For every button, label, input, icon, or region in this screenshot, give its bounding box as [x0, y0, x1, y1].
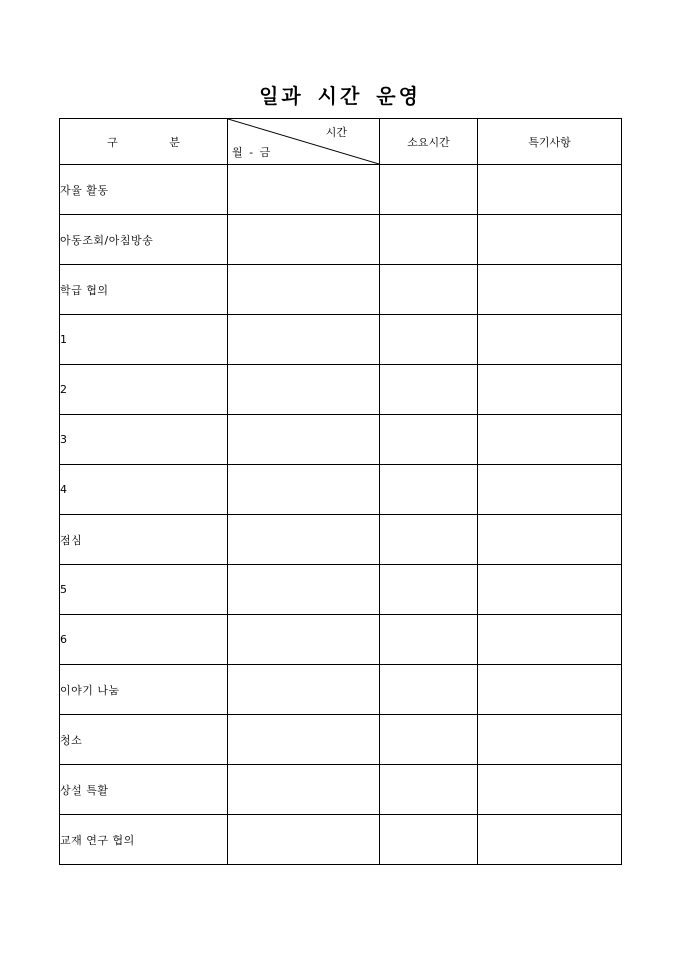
duration-cell[interactable]: [380, 465, 478, 515]
duration-cell[interactable]: [380, 565, 478, 615]
time-cell[interactable]: [228, 465, 380, 515]
row-label: 이야기 나눔: [60, 665, 228, 715]
notes-cell[interactable]: [478, 565, 622, 615]
time-cell[interactable]: [228, 715, 380, 765]
notes-cell[interactable]: [478, 265, 622, 315]
notes-cell[interactable]: [478, 615, 622, 665]
time-cell[interactable]: [228, 765, 380, 815]
notes-cell[interactable]: [478, 815, 622, 865]
table-row: [60, 565, 622, 615]
row-label: 6: [60, 615, 228, 665]
row-label: 상설 특활: [60, 765, 228, 815]
table-row: [60, 265, 622, 315]
notes-cell[interactable]: [478, 365, 622, 415]
table-row: [60, 515, 622, 565]
row-label: 5: [60, 565, 228, 615]
table-row: [60, 215, 622, 265]
document-title: 일과 시간 운영: [259, 84, 421, 108]
table-row: [60, 415, 622, 465]
table-row: [60, 665, 622, 715]
notes-cell[interactable]: [478, 515, 622, 565]
table-row: [60, 315, 622, 365]
table-row: [60, 815, 622, 865]
row-label: 교재 연구 협의: [60, 815, 228, 865]
notes-cell[interactable]: [478, 715, 622, 765]
duration-cell[interactable]: [380, 615, 478, 665]
row-label: 2: [60, 365, 228, 415]
header-category: 구 분: [60, 119, 228, 165]
duration-cell[interactable]: [380, 715, 478, 765]
table-row: [60, 615, 622, 665]
duration-cell[interactable]: [380, 165, 478, 215]
row-label: 3: [60, 415, 228, 465]
row-label: 4: [60, 465, 228, 515]
duration-cell[interactable]: [380, 265, 478, 315]
duration-cell[interactable]: [380, 215, 478, 265]
notes-cell[interactable]: [478, 165, 622, 215]
notes-cell[interactable]: [478, 765, 622, 815]
time-cell[interactable]: [228, 165, 380, 215]
header-time-label: 시간: [325, 126, 347, 139]
table-body: [60, 165, 622, 865]
notes-cell[interactable]: [478, 215, 622, 265]
row-label: 1: [60, 315, 228, 365]
table-row: [60, 715, 622, 765]
table-row: [60, 365, 622, 415]
header-notes: 특기사항: [478, 119, 622, 165]
notes-cell[interactable]: [478, 665, 622, 715]
time-cell[interactable]: [228, 615, 380, 665]
header-days-label: 월 - 금: [232, 146, 271, 159]
time-cell[interactable]: [228, 565, 380, 615]
time-cell[interactable]: [228, 265, 380, 315]
table-row: [60, 465, 622, 515]
duration-cell[interactable]: [380, 515, 478, 565]
time-cell[interactable]: [228, 215, 380, 265]
header-row: [60, 119, 622, 165]
time-cell[interactable]: [228, 665, 380, 715]
notes-cell[interactable]: [478, 315, 622, 365]
time-cell[interactable]: [228, 415, 380, 465]
duration-cell[interactable]: [380, 815, 478, 865]
duration-cell[interactable]: [380, 765, 478, 815]
header-time-diagonal: [228, 119, 380, 165]
time-cell[interactable]: [228, 365, 380, 415]
row-label: 학급 협의: [60, 265, 228, 315]
schedule-table: [59, 118, 622, 865]
duration-cell[interactable]: [380, 365, 478, 415]
duration-cell[interactable]: [380, 315, 478, 365]
row-label: 자율 활동: [60, 165, 228, 215]
row-label: 점심: [60, 515, 228, 565]
time-cell[interactable]: [228, 515, 380, 565]
time-cell[interactable]: [228, 815, 380, 865]
notes-cell[interactable]: [478, 465, 622, 515]
header-duration: 소요시간: [380, 119, 478, 165]
duration-cell[interactable]: [380, 665, 478, 715]
table-row: [60, 165, 622, 215]
time-cell[interactable]: [228, 315, 380, 365]
row-label: 청소: [60, 715, 228, 765]
notes-cell[interactable]: [478, 415, 622, 465]
row-label: 아동조회/아침방송: [60, 215, 228, 265]
duration-cell[interactable]: [380, 415, 478, 465]
table-row: [60, 765, 622, 815]
